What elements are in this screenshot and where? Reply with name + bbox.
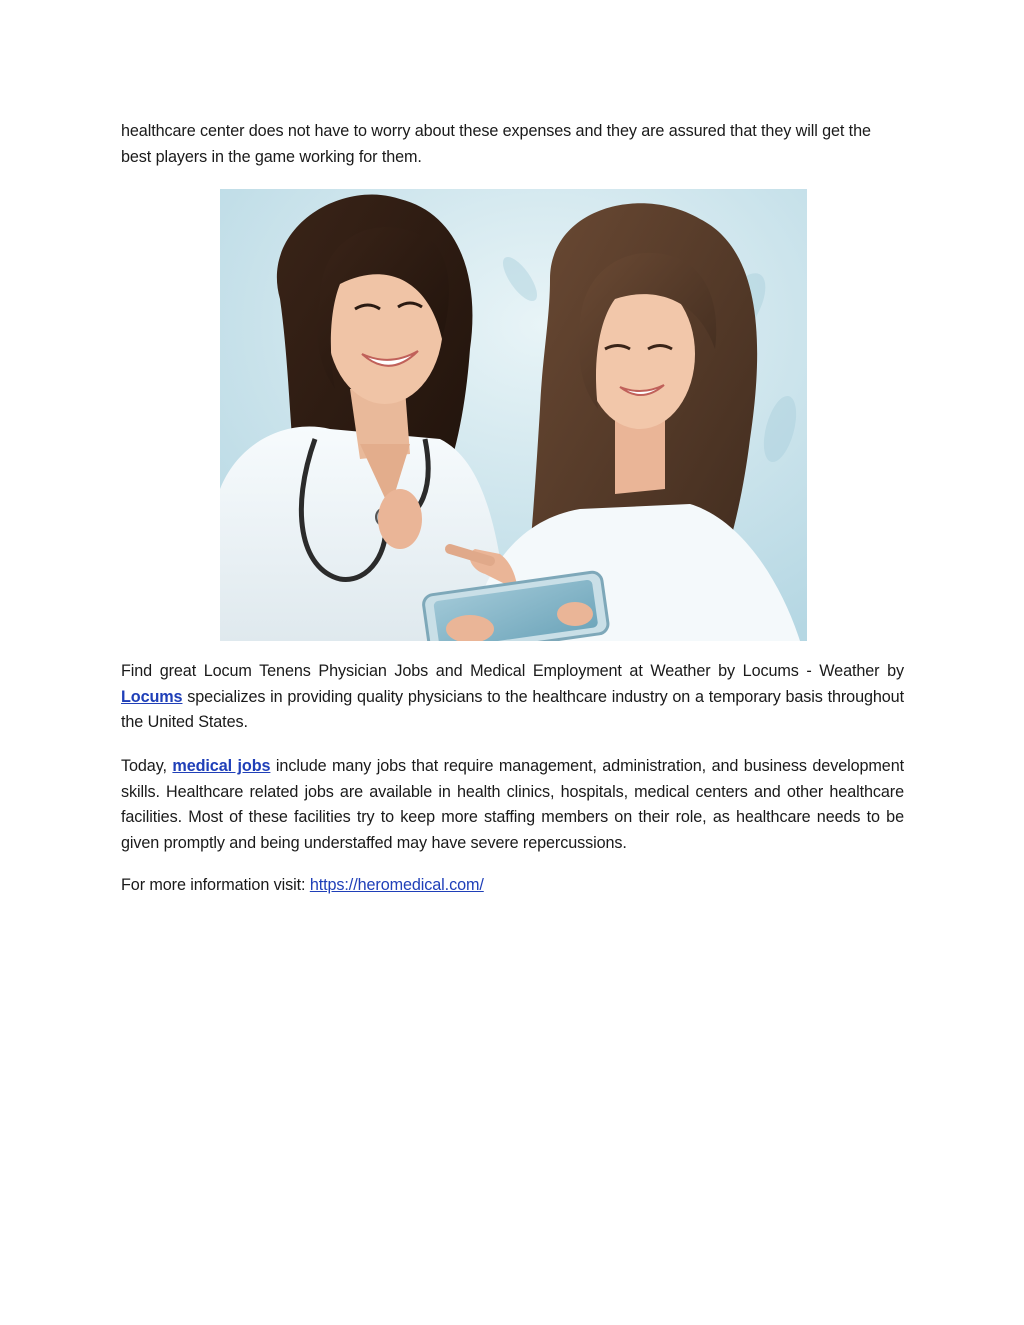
- locums-suffix-text: specializes in providing quality physicians to the healthcare industry on a temporary basis throughout the United States.: [121, 687, 904, 731]
- locums-prefix-text: Find great Locum Tenens Physician Jobs and Medical Employment at Weather by Locums - Weather by: [121, 662, 904, 680]
- locums-paragraph: [121, 659, 904, 736]
- intro-paragraph: [121, 119, 904, 170]
- more-info-paragraph: [121, 873, 904, 899]
- today-suffix-text: include many jobs that require management, administration, and business development skills. Healthcare related jobs are available in health clinics, hospitals, medical centers and other healthcare facilities. Most of these facilities try to keep more staffing members on their role, as healthcare needs to be given promptly and being understaffed may have severe repercussions.: [121, 757, 904, 852]
- two-doctors-with-tablet-photo: [220, 189, 807, 641]
- locums-link[interactable]: Locums: [121, 687, 183, 706]
- info-prefix-text: For more information visit:: [121, 876, 310, 894]
- today-prefix-text: Today,: [121, 757, 173, 775]
- heromedical-url-link[interactable]: https://heromedical.com/: [309, 876, 484, 894]
- medical-jobs-link[interactable]: medical jobs: [172, 757, 271, 775]
- medical-jobs-paragraph: [121, 754, 904, 856]
- intro-text: healthcare center does not have to worry about these expenses and they are assured that they will get the best players in the game working for them.: [121, 122, 871, 166]
